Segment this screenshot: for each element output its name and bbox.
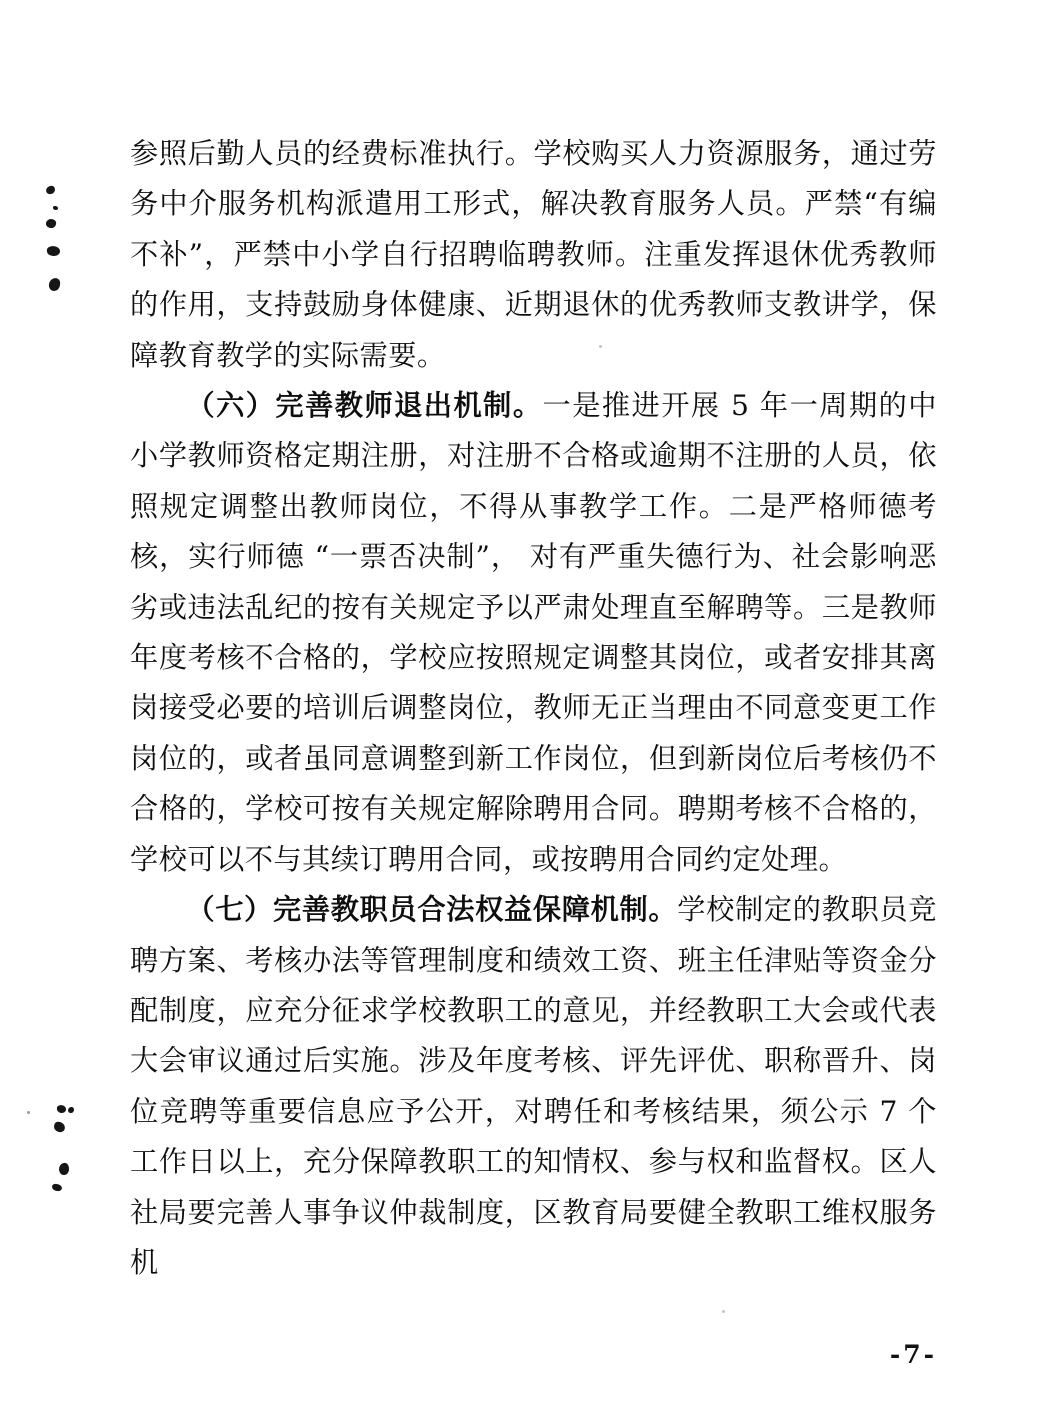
paragraph-text: 学校制定的教职员竞聘方案、考核办法等管理制度和绩效工资、班主任津贴等资金分配制度，应充分征求学校教职工的意见，并经教职工大会或代表大会审议通过后实施。涉及年度考核、评先评优、职称晋升、岗位竞聘等重要信息应予公开，对聘任和考核结果，须公示 7 个工作日以上，充分保障教职工的知情权、参与权和监督权。区人社局要完善人事争议仲裁制度，区教育局要健全教职工维权服务机 [130, 893, 937, 1279]
section-6-heading: （六）完善教师退出机制。 [186, 389, 543, 423]
paragraph-section-6 [130, 381, 937, 885]
section-7-heading: （七）完善教职员合法权益保障机制。 [186, 893, 678, 927]
scan-artifact [53, 206, 58, 210]
scan-artifact [52, 1183, 63, 1191]
paragraph-continuation [130, 129, 937, 381]
paragraph-section-7 [130, 885, 937, 1288]
scan-artifact [722, 1310, 725, 1313]
scan-artifact [68, 1107, 74, 1113]
page-number: -7- [889, 1340, 937, 1369]
scan-artifact [53, 1121, 66, 1133]
scan-artifact [45, 185, 55, 195]
scan-artifact [58, 1163, 69, 1176]
scan-artifact [48, 277, 61, 291]
scan-artifact [45, 218, 57, 229]
scan-artifact [56, 1104, 66, 1113]
paragraph-text: 一是推进开展 5 年一周期的中小学教师资格定期注册，对注册不合格或逾期不注册的人员，依照规定调整出教师岗位，不得从事教学工作。二是严格师德考核，实行师德 “一票否决制”， 对有严重失德行为、社会影响恶劣或违法乱纪的按有关规定予以严肃处理直至解聘等。三是教师年度考核不合格的，学校应按照规定调整其岗位，或者安排其离岗接受必要的培训后调整岗位，教师无正当理由不同意变更工作岗位的，或者虽同意调整到新工作岗位，但到新岗位后考核仍不合格的，学校可按有关规定解除聘用合同。聘期考核不合格的，学校可以不与其续订聘用合同，或按聘用合同约定处理。 [130, 389, 937, 876]
scan-artifact [27, 1111, 30, 1114]
paragraph-text: 参照后勤人员的经费标准执行。学校购买人力资源服务，通过劳务中介服务机构派遣用工形式，解决教育服务人员。严禁“有编不补”，严禁中小学自行招聘临聘教师。注重发挥退休优秀教师的作用，支持鼓励身体健康、近期退休的优秀教师支教讲学，保障教育教学的实际需要。 [130, 137, 937, 372]
document-body [130, 129, 937, 1288]
scan-artifact [47, 245, 61, 256]
